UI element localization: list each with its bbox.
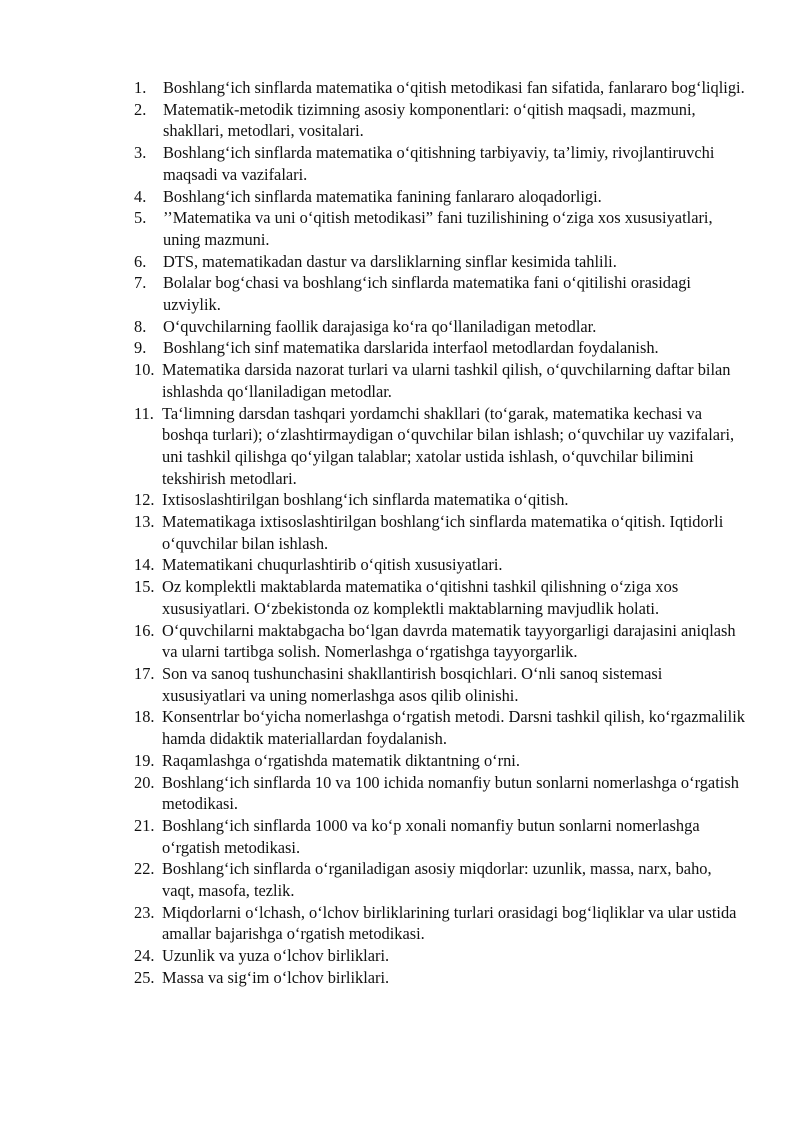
list-item <box>134 489 746 511</box>
list-item <box>134 945 746 967</box>
item-text: Raqamlashga o‘rgatishda matematik diktantning o‘rni. <box>162 750 520 770</box>
list-item <box>134 99 746 142</box>
item-number: 15. <box>134 577 155 597</box>
list-item <box>134 511 746 554</box>
list-item <box>134 858 746 901</box>
item-text: Matematikaga ixtisoslashtirilgan boshlang‘ich sinflarda matematika o‘qitish. Iqtidorli o‘quvchilar bilan ishlash. <box>162 512 724 553</box>
item-text: Boshlang‘ich sinflarda matematika o‘qitishning tarbiyaviy, ta’limiy, rivojlantiruvchi maqsadi va vazifalari. <box>163 143 715 184</box>
list-item <box>134 967 746 989</box>
item-text: Oz komplektli maktablarda matematika o‘qitishni tashkil qilishning o‘ziga xos xususiyatlari. O‘zbekistonda oz komplektli maktablarning mavjudlik holati. <box>162 577 679 618</box>
item-text: Boshlang‘ich sinflarda 1000 va ko‘p xonali nomanfiy butun sonlarni nomerlashga o‘rgatish metodikasi. <box>162 815 700 857</box>
item-text: Boshlang‘ich sinflarda 10 va 100 ichida nomanfiy butun sonlarni nomerlashga o‘rgatish metodikasi. <box>162 772 739 814</box>
item-number: 23. <box>134 902 155 922</box>
item-number: 19. <box>134 750 155 770</box>
item-text: Massa va sig‘im o‘lchov birliklari. <box>162 967 390 987</box>
list-item <box>134 706 746 749</box>
item-number: 18. <box>134 707 155 727</box>
item-text: DTS, matematikadan dastur va darsliklarning sinflar kesimida tahlili. <box>163 251 617 271</box>
item-text: Matematik-metodik tizimning asosiy komponentlari: o‘qitish maqsadi, mazmuni, shakllari, metodlari, vositalari. <box>163 99 696 141</box>
list-item <box>134 77 746 99</box>
item-text: Ta‘limning darsdan tashqari yordamchi shakllari (to‘garak, matematika kechasi va boshqa turlari); o‘zlashtirmaydigan o‘quvchilar bilan ishlash; o‘quvchilar uy vazifalari, uni tashkil qilishga qo‘yilgan talablar; xatolar ustida ishlash, o‘quvchilar bilimini tekshirish metodlari. <box>162 403 735 488</box>
item-number: 2. <box>134 99 147 119</box>
item-number: 13. <box>134 512 155 532</box>
item-text: Konsentrlar bo‘yicha nomerlashga o‘rgatish metodi. Darsni tashkil qilish, ko‘rgazmalilik hamda didaktik materiallardan foydalanish. <box>162 707 745 749</box>
item-number: 1. <box>134 78 147 97</box>
list-item <box>134 142 746 185</box>
item-number: 7. <box>134 273 147 293</box>
item-number: 6. <box>134 251 147 271</box>
item-text: Boshlang‘ich sinflarda matematika fanining fanlararo aloqadorligi. <box>163 186 602 206</box>
item-number: 21. <box>134 815 155 835</box>
item-text: O‘quvchilarni maktabgacha bo‘lgan davrda matematik tayyorgarligi darajasini aniqlash va ularni tartibga solish. Nomerlashga o‘rgatishga tayyorgarlik. <box>162 620 736 662</box>
list-item <box>134 772 746 815</box>
list-item <box>134 403 746 490</box>
item-number: 11. <box>134 403 154 423</box>
item-text: O‘quvchilarning faollik darajasiga ko‘ra qo‘llaniladigan metodlar. <box>163 316 597 336</box>
list-item <box>134 272 746 315</box>
item-number: 24. <box>134 946 155 966</box>
item-text: Boshlang‘ich sinf matematika darslarida interfaol metodlardan foydalanish. <box>163 338 659 358</box>
item-text: Boshlang‘ich sinflarda matematika o‘qitish metodikasi fan sifatida, fanlararo bog‘liqligi. <box>163 78 745 97</box>
item-number: 9. <box>134 338 147 358</box>
list-item <box>134 337 746 359</box>
item-text: Ixtisoslashtirilgan boshlang‘ich sinflarda matematika o‘qitish. <box>162 490 569 510</box>
list-item <box>134 815 746 858</box>
item-text: Matematikani chuqurlashtirib o‘qitish xususiyatlari. <box>162 555 503 575</box>
item-number: 3. <box>134 143 147 163</box>
list-item <box>134 186 746 208</box>
item-number: 4. <box>134 186 147 206</box>
list-item <box>134 316 746 338</box>
question-list <box>134 77 746 989</box>
item-number: 10. <box>134 360 155 380</box>
list-item <box>134 750 746 772</box>
list-item <box>134 554 746 576</box>
list-item <box>134 251 746 273</box>
item-text: Miqdorlarni o‘lchash, o‘lchov birliklarining turlari orasidagi bog‘liqliklar va ular ustida amallar bajarishga o‘rgatish metodikasi. <box>162 902 737 944</box>
item-text: Bolalar bog‘chasi va boshlang‘ich sinflarda matematika fani o‘qitilishi orasidagi uzviylik. <box>163 273 691 315</box>
item-number: 17. <box>134 663 155 683</box>
list-item <box>134 207 746 250</box>
list-item <box>134 576 746 619</box>
item-number: 12. <box>134 490 155 510</box>
item-number: 16. <box>134 620 155 640</box>
item-text: Matematika darsida nazorat turlari va ularni tashkil qilish, o‘quvchilarning daftar bilan ishlashda qo‘llaniladigan metodlar. <box>162 360 731 401</box>
item-number: 14. <box>134 555 155 575</box>
item-text: Uzunlik va yuza o‘lchov birliklari. <box>162 946 390 966</box>
item-number: 5. <box>134 208 147 228</box>
list-item <box>134 663 746 706</box>
item-text: Son va sanoq tushunchasini shakllantirish bosqichlari. O‘nli sanoq sistemasi xususiyatlari va uning nomerlashga asos qilib olinishi. <box>162 663 663 705</box>
item-text: Boshlang‘ich sinflarda o‘rganiladigan asosiy miqdorlar: uzunlik, massa, narx, baho, vaqt, masofa, tezlik. <box>162 859 712 901</box>
list-item <box>134 359 746 402</box>
item-number: 8. <box>134 316 147 336</box>
list-item <box>134 902 746 945</box>
item-number: 22. <box>134 859 155 879</box>
item-number: 20. <box>134 772 155 792</box>
item-text: ’’Matematika va uni o‘qitish metodikasi” fani tuzilishining o‘ziga xos xususiyatlari, uning mazmuni. <box>163 208 713 249</box>
item-number: 25. <box>134 967 155 987</box>
list-item <box>134 620 746 663</box>
